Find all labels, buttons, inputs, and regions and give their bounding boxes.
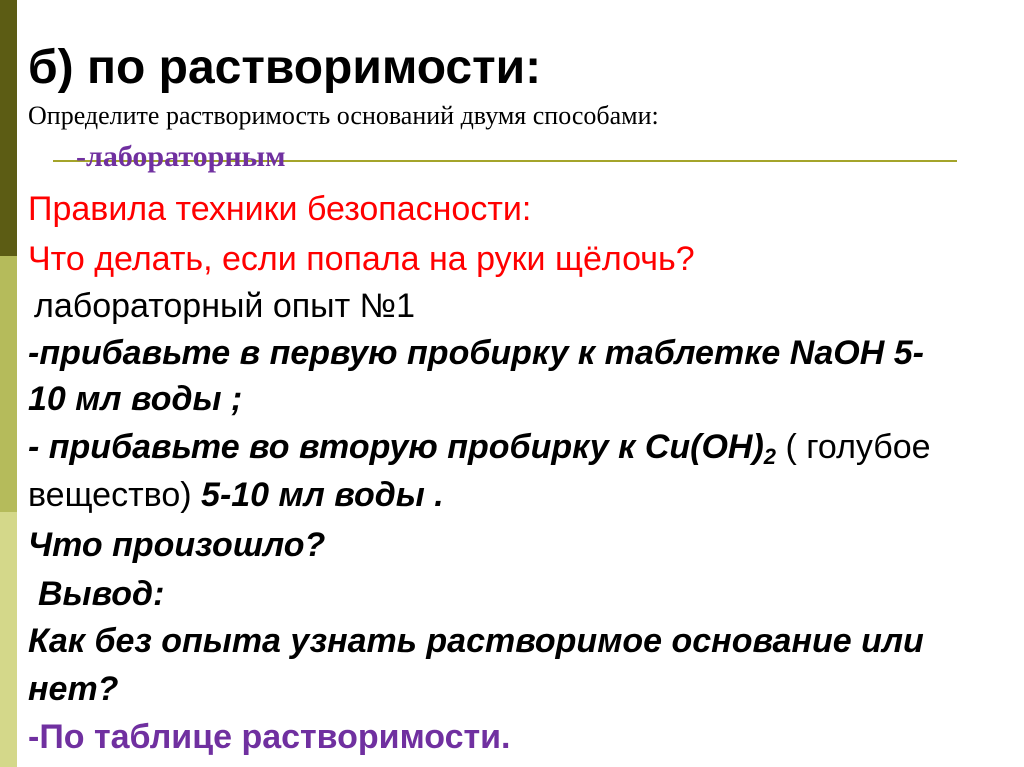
step2-water-amount: 5-10 мл воды . bbox=[201, 476, 444, 514]
lab-experiment-title: лабораторный опыт №1 bbox=[34, 287, 416, 325]
step1-line2: 10 мл воды ; bbox=[28, 380, 243, 418]
step2-subscript: 2 bbox=[763, 444, 777, 469]
left-accent-bar bbox=[0, 0, 17, 767]
question2-line1: Как без опыта узнать растворимое основание или bbox=[28, 622, 924, 660]
step2-note-end: вещество) bbox=[28, 476, 202, 514]
step2-line1 bbox=[28, 428, 931, 470]
question2-line2: нет? bbox=[28, 670, 119, 708]
safety-question: Что делать, если попала на руки щёлочь? bbox=[28, 240, 695, 278]
safety-rules-title: Правила техники безопасности: bbox=[28, 190, 532, 228]
conclusion-label: Вывод: bbox=[38, 575, 165, 613]
step2-note-start: ( голубое bbox=[776, 428, 931, 466]
slide-heading: б) по растворимости: bbox=[28, 41, 542, 94]
method-laboratory: -лабораторным bbox=[76, 140, 286, 173]
step1-line1: -прибавьте в первую пробирку к таблетке NaOH 5- bbox=[28, 334, 924, 372]
answer-text: -По таблице растворимости. bbox=[28, 718, 511, 756]
step2-instruction: - прибавьте во вторую пробирку к Cu(OH) bbox=[28, 428, 764, 466]
instruction-text: Определите растворимость оснований двумя способами: bbox=[28, 101, 659, 130]
accent-bar-segment-dark bbox=[0, 0, 17, 256]
what-happened-question: Что произошло? bbox=[28, 526, 326, 564]
accent-bar-segment-mid bbox=[0, 256, 17, 512]
step2-line2 bbox=[28, 476, 444, 515]
accent-bar-segment-light bbox=[0, 512, 17, 767]
